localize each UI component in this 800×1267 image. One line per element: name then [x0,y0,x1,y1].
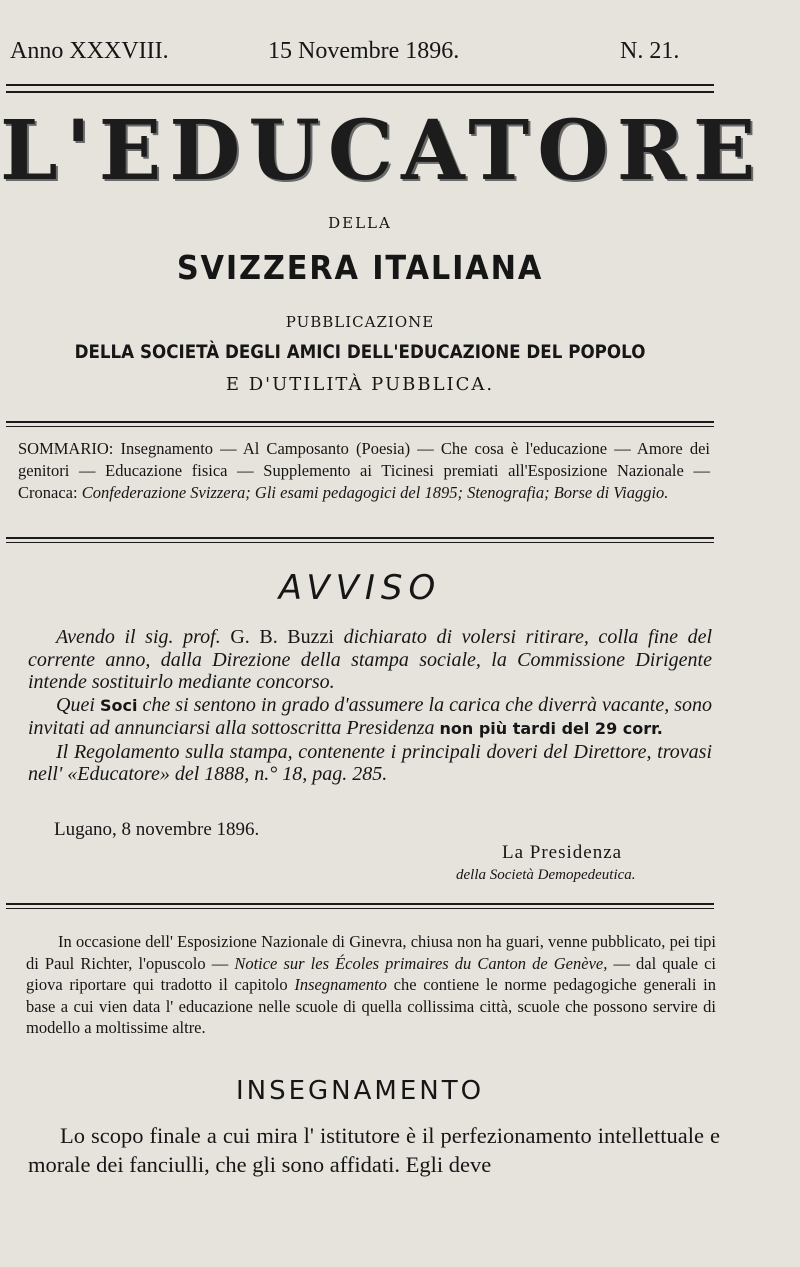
avviso-heading: AVVISO [278,568,442,608]
intro-text-c: che contiene le norme pedagogiche generali in base a cui vien data l' educazione nelle scuole di quella collissima città, scuole che possono servire di modello a moltissime altre. [26,975,717,1037]
avviso-p2-a: Quei [56,693,95,716]
sommario-label: SOMMARIO: [18,439,114,458]
avviso-rule-2 [6,908,714,909]
issue-date: 15 Novembre 1896. [268,38,460,64]
masthead-pubblicazione: PUBBLICAZIONE [285,313,435,331]
sommario-rule-bottom-1 [6,537,714,539]
masthead-della: DELLA [328,214,392,232]
header-rule-bottom [6,91,714,93]
avviso-paragraph-2 [28,694,712,741]
avviso-place-date: Lugano, 8 novembre 1896. [54,819,260,840]
avviso-p2-soci: Soci [99,695,138,715]
intro-italic-a: Notice sur les Écoles primaires du Canton de Genève, [234,953,608,973]
issue-number: N. 21. [620,38,680,64]
sommario [18,438,710,504]
issue-year: Anno XXXVIII. [10,38,169,64]
avviso-signature: La Presidenza [502,842,623,863]
intro-paragraph [26,931,716,1039]
sommario-italic: Confederazione Svizzera; Gli esami pedagogici del 1895; Stenografia; Borse di Viaggio. [81,483,669,502]
masthead-societa: DELLA SOCIETÀ DEGLI AMICI DELL'EDUCAZIONE DEL POPOLO [74,341,646,363]
avviso-p2-deadline: non più tardi del 29 corr. [439,719,663,738]
avviso-p1-b: dichiarato di volersi ritirare, colla fine del corrente anno, dalla Direzione della stampa sociale, la Commissione Dirigente intende sostituirlo mediante concorso. [28,626,713,693]
intro-italic-b: Insegnamento [294,975,387,994]
avviso-signature-sub: della Società Demopedeutica. [456,867,636,883]
intro-text-b: — dal quale ci giova riportare qui tradotto il capitolo [26,953,717,994]
sommario-rule-top-1 [6,421,714,423]
intro-text-a: In occasione dell' Esposizione Nazionale di Ginevra, chiusa non ha guari, venne pubblicato, pei tipi di Paul Richter, l'opuscolo — [26,932,716,973]
avviso-paragraph-3: Il Regolamento sulla stampa, contenente i principali doveri del Direttore, trovasi nell' «Educatore» del 1888, n.° 18, pag. 285. [28,740,712,785]
sommario-rule-bottom-2 [6,542,714,543]
avviso-paragraph-1 [28,626,712,694]
section-body [28,1121,720,1179]
section-body-paragraph: Lo scopo finale a cui mira l' istitutore è il perfezionamento intellettuale e morale dei fanciulli, che gli sono affidati. Egli deve [28,1123,720,1177]
avviso-p1-name: G. B. Buzzi [230,626,334,648]
masthead-subtitle: SVIZZERA ITALIANA [176,248,544,287]
masthead-utilita: E D'UTILITÀ PUBBLICA. [225,374,495,395]
sommario-text: Insegnamento — Al Camposanto (Poesia) — Che cosa è l'educazione — Amore dei genitori — Educazione fisica — Supplemento ai Ticinesi premiati all'Esposizione Nazionale — Cronaca: [18,439,711,502]
avviso-p2-b: che si sentono in grado d'assumere la carica che diverrà vacante, sono invitati ad annunciarsi alla sottoscritta Presidenza [28,693,713,739]
avviso-body [28,626,712,786]
section-heading: INSEGNAMENTO [235,1076,485,1106]
masthead-title: L'EDUCATORE [0,103,764,199]
sommario-rule-top-2 [6,426,714,427]
header-rule-top [6,84,714,86]
avviso-p1-a: Avendo il sig. prof. [56,626,221,648]
avviso-rule-1 [6,903,714,905]
